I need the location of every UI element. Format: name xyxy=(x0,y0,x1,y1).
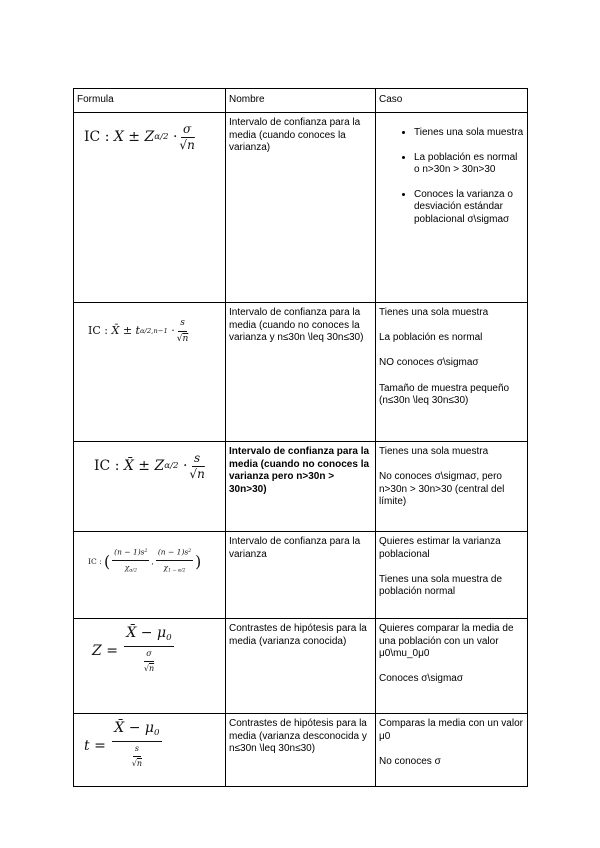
caso-line: Conoces σ\sigmaσ xyxy=(379,673,464,685)
formula-cell xyxy=(74,532,226,619)
formula-cell xyxy=(74,714,226,787)
formula-ci-mean-large-sample: IC : X̄ ± Z α/2 · $\frac{s}{√n}$ xyxy=(94,451,205,481)
table-row xyxy=(74,714,528,787)
table-row xyxy=(74,442,528,532)
caso-cell xyxy=(376,303,528,442)
formula-ci-mean-t: IC : X̄ ± t α/2,n−1 · $\frac{s}{√n}$ xyxy=(88,318,189,344)
caso-line: La población es normal xyxy=(379,332,483,344)
nombre-cell: Contrastes de hipótesis para la media (varianza conocida) xyxy=(226,619,376,714)
formula-cell xyxy=(74,113,226,303)
caso-cell xyxy=(376,113,528,303)
formula-cell xyxy=(74,303,226,442)
nombre-cell: Contrastes de hipótesis para la media (varianza desconocida y n≤30n \leq 30n≤30) xyxy=(226,714,376,787)
formula-cell xyxy=(74,619,226,714)
caso-cell xyxy=(376,714,528,787)
caso-list xyxy=(379,127,524,227)
table-header-row xyxy=(74,89,528,113)
caso-line: Comparas la media con un valor μ0 xyxy=(379,718,523,742)
list-item: • La población es normal o n>30n > 30n>30 xyxy=(414,152,524,177)
caso-line: Tamaño de muestra pequeño (n≤30n \leq 30n≤30) xyxy=(379,382,510,407)
table-row xyxy=(74,532,528,619)
table-row xyxy=(74,303,528,442)
caso-line: No conoces σ\sigmaσ, pero n>30n > 30n>30 (central del límite) xyxy=(379,471,505,508)
table-row xyxy=(74,113,528,303)
formula-z-test: Z = $\frac{X̄ - \mu_0}{\frac{\sigma}{√n}}$ xyxy=(92,625,172,674)
caso-line: NO conoces σ\sigmaσ xyxy=(379,357,479,369)
caso-line: Tienes una sola muestra xyxy=(379,307,489,318)
list-item: • Conoces la varianza o desviación estándar poblacional σ\sigmaσ xyxy=(414,189,524,227)
caso-line: Quieres comparar la media de una población con un valor μ0\mu_0μ0 xyxy=(379,623,514,660)
caso-cell xyxy=(376,532,528,619)
nombre-cell: Intervalo de confianza para la varianza xyxy=(226,532,376,619)
header-caso: Caso xyxy=(376,89,528,113)
caso-cell xyxy=(376,619,528,714)
nombre-cell: Intervalo de confianza para la media (cuando no conoces la varianza y n≤30n \leq 30n≤30) xyxy=(226,303,376,442)
nombre-cell: Intervalo de confianza para la media (cuando conoces la varianza) xyxy=(226,113,376,303)
list-item: • Tienes una sola muestra xyxy=(414,127,524,140)
caso-line: Tienes una sola muestra xyxy=(379,446,489,457)
header-formula: Formula xyxy=(74,89,226,113)
table-row xyxy=(74,619,528,714)
formula-t-test: t = $\frac{X̄ - \mu_0}{\frac{s}{√n}}$ xyxy=(84,720,160,769)
formula-ci-mean-known-variance: IC : X ± Z α/2 · $\frac{\sigma}{√n}$ xyxy=(84,122,195,152)
caso-cell xyxy=(376,442,528,532)
caso-line: No conoces σ xyxy=(379,755,441,767)
header-nombre: Nombre xyxy=(226,89,376,113)
nombre-cell: Intervalo de confianza para la media (cuando no conoces la varianza pero n>30n > 30n>30) xyxy=(226,442,376,532)
formula-table xyxy=(73,88,528,787)
formula-ci-variance: IC : ( $\frac{(n - 1)s^2}{\chi_{\alpha/2}}$ , $\frac{(n - 1)s^2}{\chi_{1 - \alpha/2}}$ ) xyxy=(88,547,202,574)
formula-cell xyxy=(74,442,226,532)
caso-line: Tienes una sola muestra de población normal xyxy=(379,573,503,598)
caso-line: Quieres estimar la varianza poblacional xyxy=(379,536,501,560)
